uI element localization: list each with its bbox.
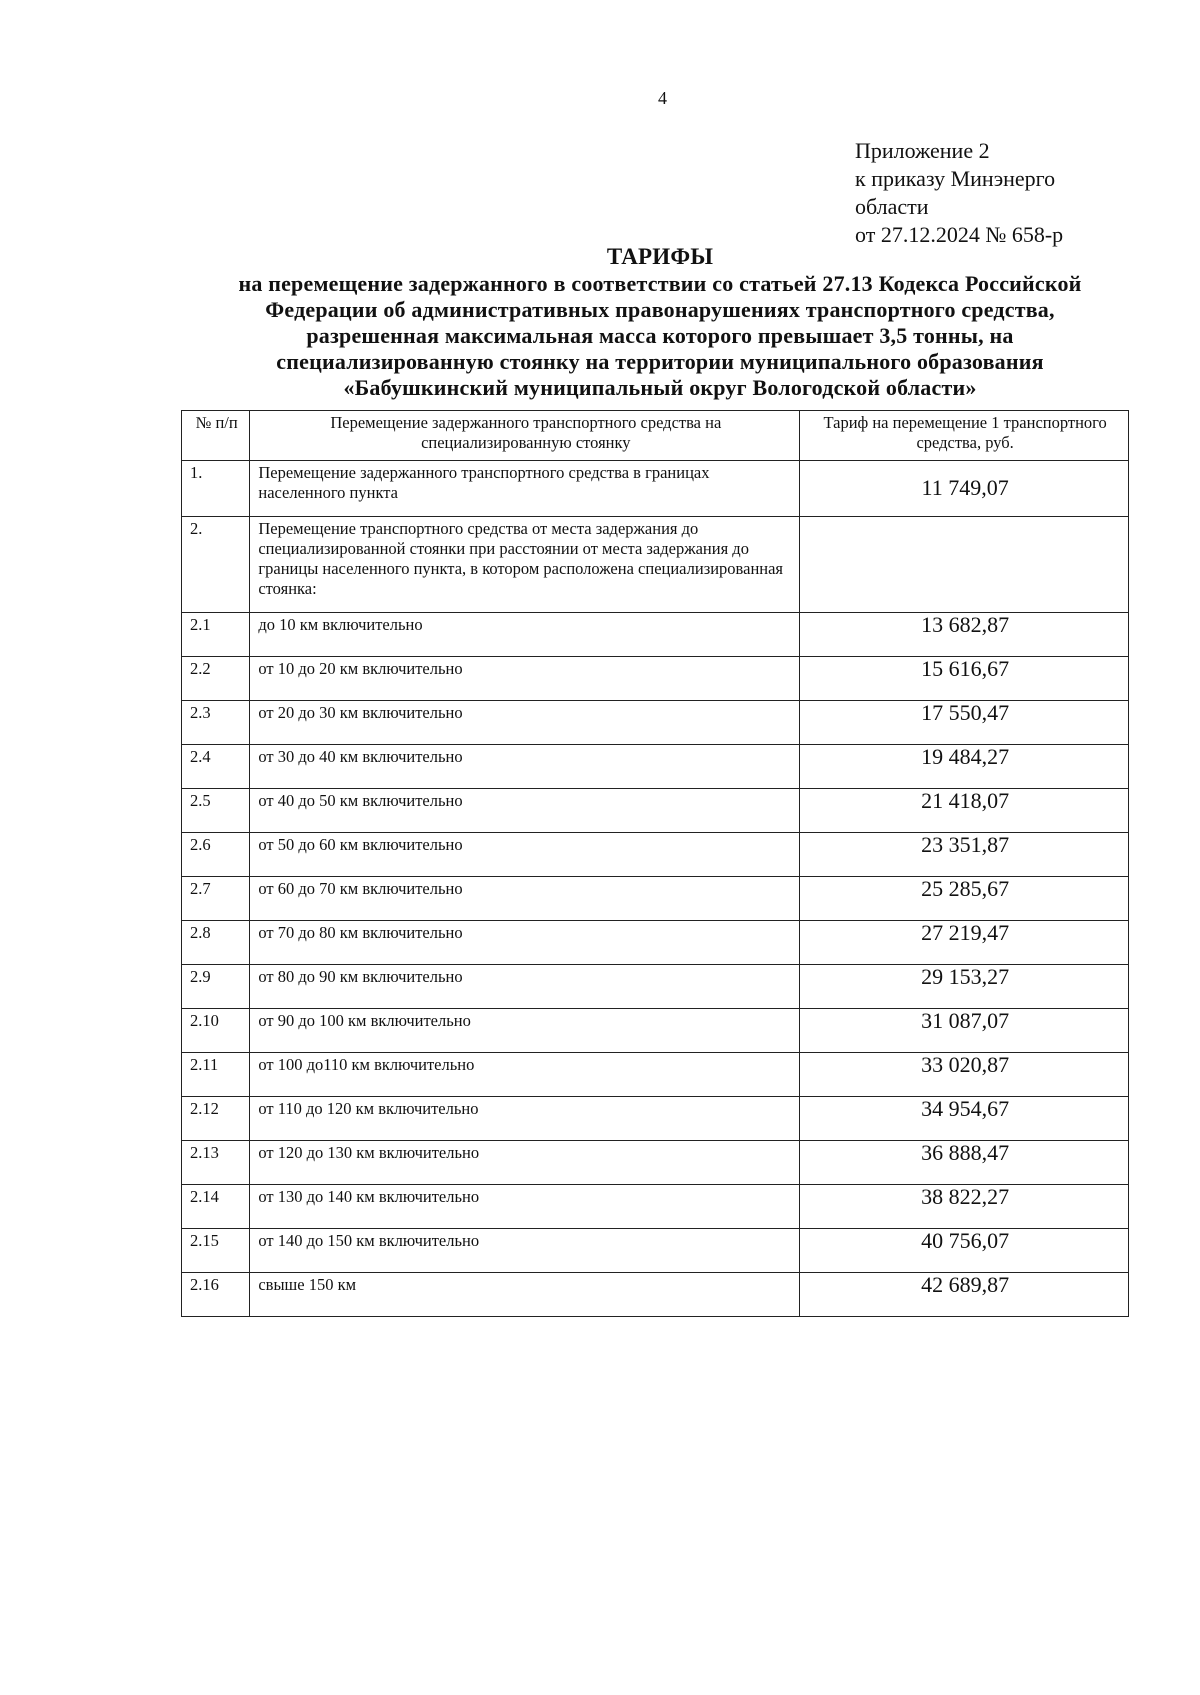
row-description: свыше 150 км <box>250 1273 800 1317</box>
row-description: Перемещение задержанного транспортного средства в границах населенного пункта <box>250 461 800 517</box>
title-line: специализированную стоянку на территории муниципального образования <box>276 349 1044 374</box>
row-tariff: 25 285,67 <box>800 877 1129 921</box>
row-tariff: 29 153,27 <box>800 965 1129 1009</box>
annex-line: к приказу Минэнерго <box>855 166 1056 191</box>
row-tariff: 23 351,87 <box>800 833 1129 877</box>
row-tariff: 31 087,07 <box>800 1009 1129 1053</box>
row-description: от 80 до 90 км включительно <box>250 965 800 1009</box>
row-tariff <box>800 517 1129 613</box>
row-tariff: 21 418,07 <box>800 789 1129 833</box>
table-row <box>182 1141 1129 1185</box>
row-tariff: 17 550,47 <box>800 701 1129 745</box>
row-number: 2.2 <box>182 657 250 701</box>
row-number: 2.13 <box>182 1141 250 1185</box>
title-line: «Бабушкинский муниципальный округ Вологодской области» <box>343 375 977 400</box>
row-tariff: 38 822,27 <box>800 1185 1129 1229</box>
row-description: до 10 км включительно <box>250 613 800 657</box>
row-description: от 40 до 50 км включительно <box>250 789 800 833</box>
table-row <box>182 789 1129 833</box>
row-description: от 60 до 70 км включительно <box>250 877 800 921</box>
row-number: 2.12 <box>182 1097 250 1141</box>
annex-block <box>855 137 1063 249</box>
table-row <box>182 833 1129 877</box>
row-tariff: 33 020,87 <box>800 1053 1129 1097</box>
table-row <box>182 1097 1129 1141</box>
table-row <box>182 701 1129 745</box>
row-description: от 90 до 100 км включительно <box>250 1009 800 1053</box>
table-row <box>182 1009 1129 1053</box>
annex-line: Приложение 2 <box>855 138 990 163</box>
row-number: 2.6 <box>182 833 250 877</box>
row-description: от 120 до 130 км включительно <box>250 1141 800 1185</box>
table-row <box>182 921 1129 965</box>
table-row <box>182 613 1129 657</box>
row-description: от 140 до 150 км включительно <box>250 1229 800 1273</box>
page-number: 4 <box>658 88 667 108</box>
row-tariff: 11 749,07 <box>800 461 1129 517</box>
row-description: от 30 до 40 км включительно <box>250 745 800 789</box>
table-row <box>182 965 1129 1009</box>
header-description: Перемещение задержанного транспортного средства на специализированную стоянку <box>250 411 800 461</box>
table-row <box>182 1053 1129 1097</box>
table-row <box>182 657 1129 701</box>
row-description: от 100 до110 км включительно <box>250 1053 800 1097</box>
title-line: разрешенная максимальная масса которого превышает 3,5 тонны, на <box>306 323 1014 348</box>
row-description: от 20 до 30 км включительно <box>250 701 800 745</box>
row-number: 2.1 <box>182 613 250 657</box>
row-number: 2.4 <box>182 745 250 789</box>
row-number: 2.10 <box>182 1009 250 1053</box>
row-number: 2.8 <box>182 921 250 965</box>
row-tariff: 15 616,67 <box>800 657 1129 701</box>
row-description: от 70 до 80 км включительно <box>250 921 800 965</box>
table-row <box>182 1185 1129 1229</box>
annex-line: от 27.12.2024 № 658-р <box>855 222 1064 247</box>
row-tariff: 19 484,27 <box>800 745 1129 789</box>
title-heading: ТАРИФЫ <box>606 244 714 269</box>
row-number: 2.3 <box>182 701 250 745</box>
table-row <box>182 745 1129 789</box>
table-row <box>182 1273 1129 1317</box>
row-number: 2.9 <box>182 965 250 1009</box>
row-tariff: 42 689,87 <box>800 1273 1129 1317</box>
row-description: от 110 до 120 км включительно <box>250 1097 800 1141</box>
row-number: 2.16 <box>182 1273 250 1317</box>
row-number: 2.15 <box>182 1229 250 1273</box>
row-description: от 50 до 60 км включительно <box>250 833 800 877</box>
row-number: 2.14 <box>182 1185 250 1229</box>
row-number: 1. <box>182 461 250 517</box>
row-number: 2.11 <box>182 1053 250 1097</box>
header-number: № п/п <box>182 411 250 461</box>
table-row <box>182 517 1129 613</box>
row-tariff: 27 219,47 <box>800 921 1129 965</box>
row-tariff: 13 682,87 <box>800 613 1129 657</box>
row-tariff: 40 756,07 <box>800 1229 1129 1273</box>
row-description: от 10 до 20 км включительно <box>250 657 800 701</box>
row-number: 2.7 <box>182 877 250 921</box>
header-tariff: Тариф на перемещение 1 транспортного средства, руб. <box>800 411 1129 461</box>
table-row <box>182 1229 1129 1273</box>
title-line: на перемещение задержанного в соответствии со статьей 27.13 Кодекса Российской <box>238 271 1082 296</box>
table-header-row <box>182 411 1129 461</box>
row-tariff: 36 888,47 <box>800 1141 1129 1185</box>
row-description: Перемещение транспортного средства от места задержания до специализированной стоянки при расстоянии от места задержания до границы населенного пункта, в котором расположена специализированная стоянка: <box>250 517 800 613</box>
annex-line: области <box>855 194 929 219</box>
tariff-table <box>181 410 1129 1317</box>
table-row <box>182 877 1129 921</box>
row-tariff: 34 954,67 <box>800 1097 1129 1141</box>
row-number: 2.5 <box>182 789 250 833</box>
table-row <box>182 461 1129 517</box>
document-title <box>200 244 1120 401</box>
row-description: от 130 до 140 км включительно <box>250 1185 800 1229</box>
title-line: Федерации об административных правонарушениях транспортного средства, <box>265 297 1055 322</box>
row-number: 2. <box>182 517 250 613</box>
